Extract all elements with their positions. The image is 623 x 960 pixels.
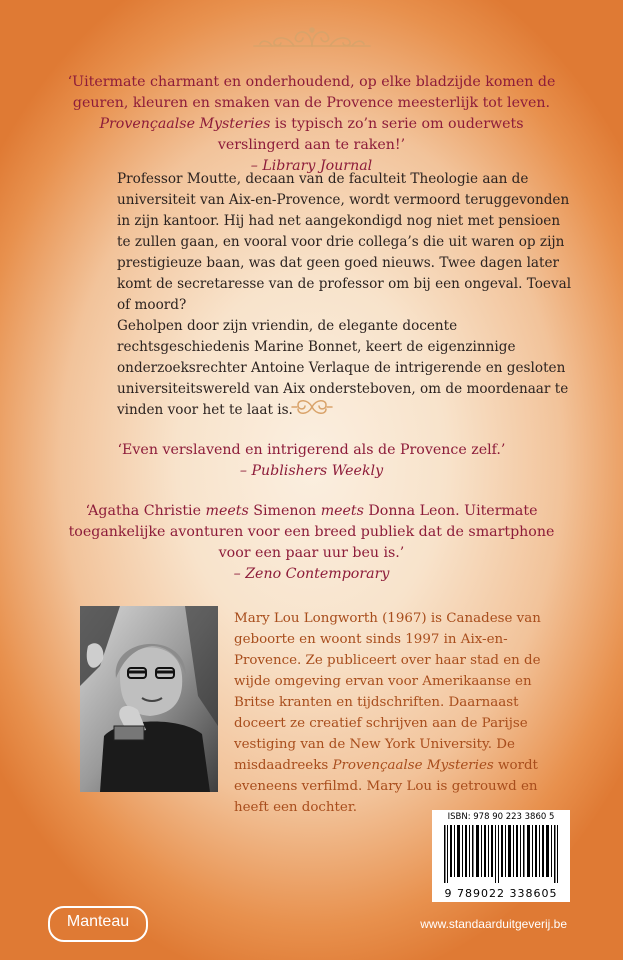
author-name: Mary Lou Longworth (1967)	[234, 611, 427, 626]
description-paragraph: Professor Moutte, decaan van de faculteit Theologie aan de universiteit van Aix-en-Provence, wordt vermoord teruggevonden in zijn kantoor. Hij had net aangekondigd nog niet met pensioen te zullen gaan, en vooral voor drie collega’s die uit waren op zijn prestigieuze baan, was dat geen goed nieuws. Twee dagen later komt de secretaresse van de professor om bij een ongeval. Toeval of moord?	[117, 171, 572, 313]
bottom-quote-text: Donna Leon. Uitermate toegankelijke avonturen voor een breed publiek dat de smartphone voor een paar uur beu is.’	[68, 503, 555, 561]
bottom-quote-italic: meets	[205, 503, 249, 519]
bottom-quote	[60, 501, 563, 585]
bottom-quote-text: Simenon	[248, 503, 321, 519]
barcode-digits: 9 789022 338605	[444, 887, 558, 900]
top-quote	[60, 72, 563, 177]
middle-quote-text: ‘Even verslavend en intrigerend als de Provence zelf.’	[117, 442, 506, 458]
author-bio	[234, 608, 570, 818]
bottom-quote-text: ‘Agatha Christie	[85, 503, 206, 519]
bio-text: is Canadese van geboorte en woont sinds 1997 in Aix-en-Provence. Ze publiceert over haar stad en de wijde omgeving ervan voor Amerikaanse en Britse kranten en tijdschriften. Daarnaast doceert ze creatief schrijven aan de Parijse vestiging van de New York University. De misdaadreeks	[234, 611, 541, 773]
bio-series-title: Provençaalse Mysteries	[332, 758, 494, 773]
top-quote-text: ‘Uitermate charmant en onderhoudend, op elke bladzijde komen de geuren, kleuren en smaken van de Provence meesterlijk tot leven.	[67, 74, 556, 111]
bottom-quote-italic: meets	[320, 503, 364, 519]
description-paragraph: Geholpen door zijn vriendin, de elegante docente rechtsgeschiedenis Marine Bonnet, keert de eigenzinnige onderzoeksrechter Antoine Verlaque de intrigerende en gesloten universiteitswereld van Aix ondersteboven, om de moordenaar te vinden voor het te laat is.	[117, 318, 569, 418]
bio-text-end: wordt eveneens verfilmd. Mary Lou is getrouwd en heeft een dochter.	[234, 758, 538, 815]
small-ornament-icon	[290, 396, 334, 422]
barcode	[432, 810, 570, 902]
manteau-logo-icon	[48, 906, 148, 942]
book-description	[117, 169, 572, 421]
top-quote-source: – Library Journal	[250, 158, 373, 174]
author-photo	[80, 606, 218, 792]
publisher-website[interactable]: www.standaarduitgeverij.be	[420, 917, 567, 931]
top-ornament-icon	[252, 24, 372, 58]
isbn-label: ISBN: 978 90 223 3860 5	[447, 812, 555, 822]
barcode-bars	[442, 825, 560, 883]
publisher-logo-text: Manteau	[66, 913, 130, 930]
top-quote-text-end: is typisch zo’n serie om ouderwets verslingerd aan te raken!’	[217, 116, 524, 153]
middle-quote-source: – Publishers Weekly	[239, 463, 384, 479]
series-title: Provençaalse Mysteries	[99, 116, 271, 132]
bottom-quote-source: – Zeno Contemporary	[233, 566, 390, 582]
middle-quote	[60, 440, 563, 482]
